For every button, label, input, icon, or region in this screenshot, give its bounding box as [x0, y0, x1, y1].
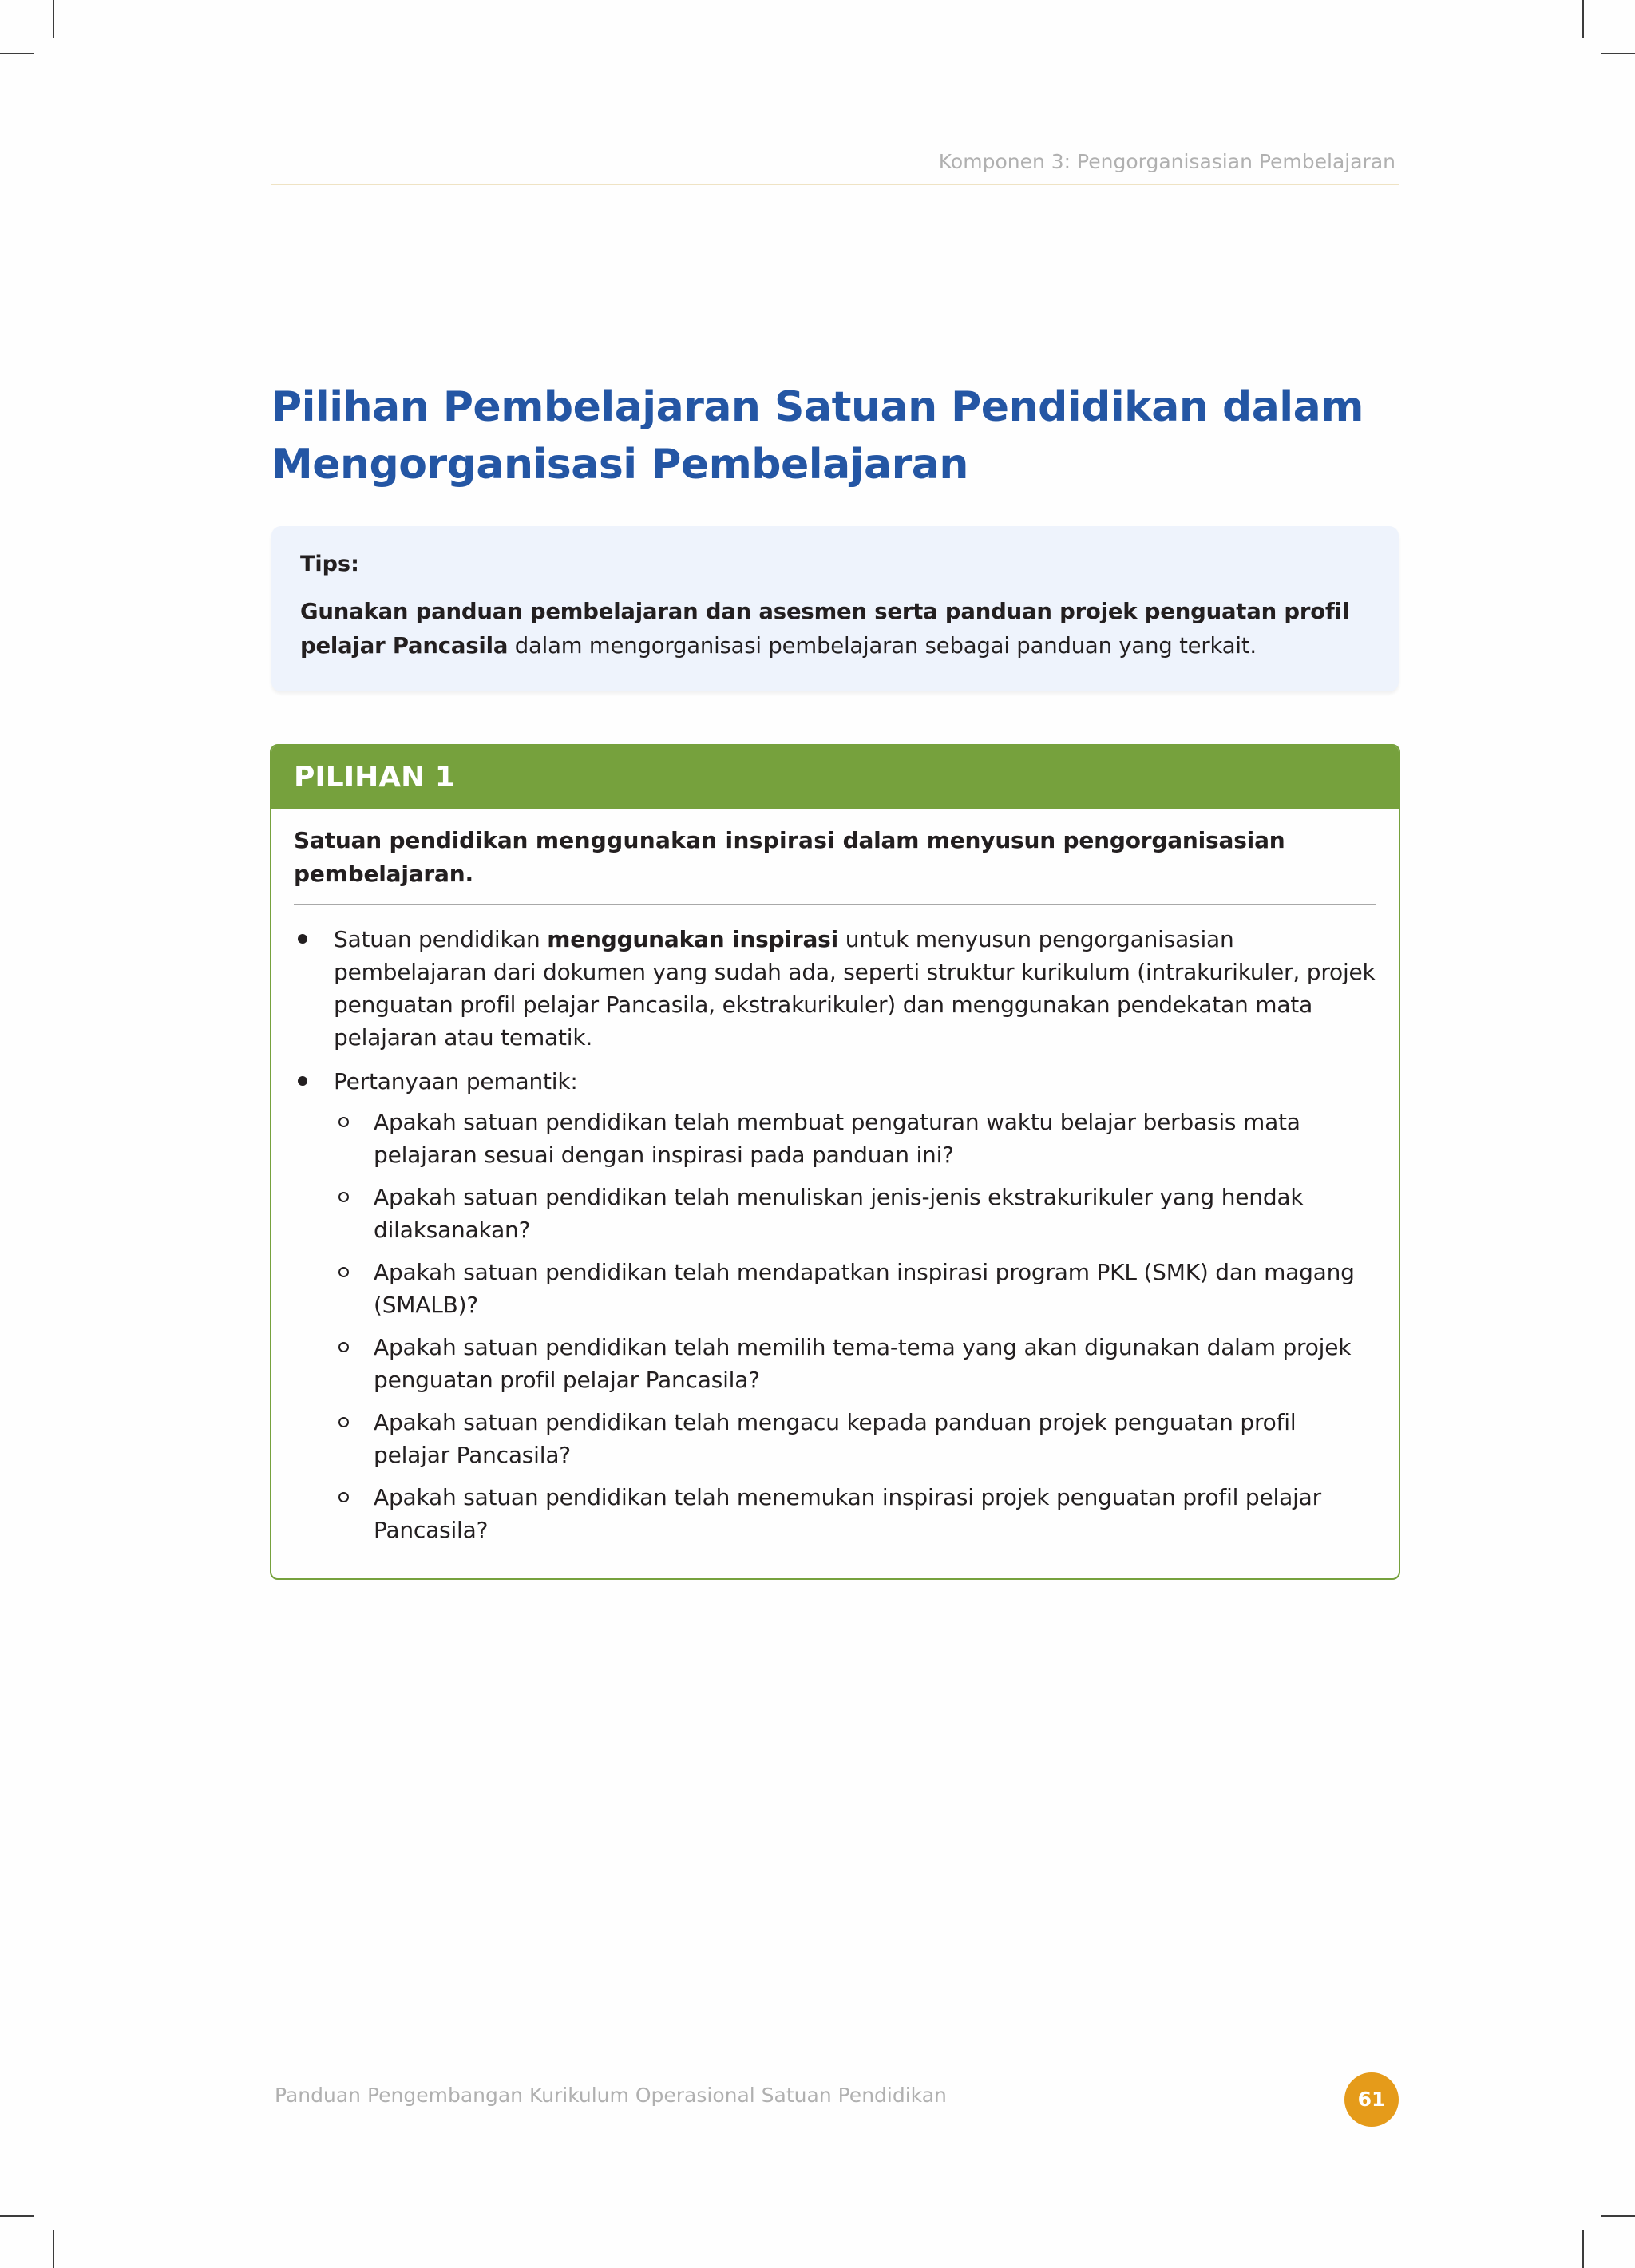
- crop-mark: [1601, 2215, 1635, 2217]
- question-text: Apakah satuan pendidikan telah mengacu kepada panduan projek penguatan profil pelajar Pancasila?: [374, 1409, 1297, 1468]
- list-item: [294, 923, 1376, 1054]
- lead-pre: Satuan pendidikan: [294, 827, 536, 853]
- question-item: [334, 1406, 1376, 1471]
- tips-box: [271, 526, 1399, 691]
- question-item: [334, 1256, 1376, 1321]
- page-number-badge: 61: [1344, 2072, 1399, 2127]
- question-item: [334, 1106, 1376, 1171]
- question-text: Apakah satuan pendidikan telah menuliskan jenis-jenis ekstrakurikuler yang hendak dilaksanakan?: [374, 1184, 1304, 1243]
- question-list: [334, 1106, 1376, 1546]
- bullet2-text: Pertanyaan pemantik:: [334, 1068, 578, 1094]
- page-title-line2: Mengorganisasi Pembelajaran: [271, 441, 968, 489]
- question-item: [334, 1481, 1376, 1546]
- crop-mark: [1582, 2230, 1584, 2268]
- crop-mark: [1582, 0, 1584, 38]
- circle-bullet-icon: [338, 1267, 349, 1277]
- option-1-box: [270, 744, 1400, 1580]
- tips-body-bold: Gunakan panduan pembelajaran dan asesmen serta panduan projek penguatan profil pelajar Pancasila: [300, 599, 1350, 659]
- bullet1-pre: Satuan pendidikan: [334, 926, 548, 952]
- option-1-list: [294, 923, 1376, 1546]
- bullet1-post: untuk menyusun pengorganisasian pembelajaran dari dokumen yang sudah ada, seperti struktur kurikulum (intrakurikuler, projek penguatan profil pelajar Pancasila, ekstrakurikuler) dan menggunakan pendekatan mata pelajaran atau tematik.: [334, 926, 1376, 1051]
- option-1-lead: [294, 824, 1376, 905]
- crop-mark: [53, 2230, 54, 2268]
- tips-label: Tips:: [300, 552, 359, 576]
- bullet-icon: [298, 934, 307, 944]
- question-text: Apakah satuan pendidikan telah membuat pengaturan waktu belajar berbasis mata pelajaran sesuai dengan inspirasi pada panduan ini?: [374, 1109, 1300, 1168]
- question-text: Apakah satuan pendidikan telah mendapatkan inspirasi program PKL (SMK) dan magang (SMALB)?: [374, 1259, 1355, 1318]
- circle-bullet-icon: [338, 1492, 349, 1502]
- crop-mark: [0, 2215, 34, 2217]
- tips-body-rest: dalam mengorganisasi pembelajaran sebagai panduan yang terkait.: [508, 633, 1257, 659]
- circle-bullet-icon: [338, 1342, 349, 1352]
- question-text: Apakah satuan pendidikan telah menemukan inspirasi projek penguatan profil pelajar Pancasila?: [374, 1484, 1321, 1543]
- list-item: [294, 1065, 1376, 1546]
- tips-body: [300, 595, 1370, 663]
- lead-post: dalam menyusun pengorganisasian pembelajaran.: [294, 827, 1285, 887]
- circle-bullet-icon: [338, 1417, 349, 1427]
- footer-text: Panduan Pengembangan Kurikulum Operasional Satuan Pendidikan: [275, 2084, 947, 2107]
- question-text: Apakah satuan pendidikan telah memilih tema-tema yang akan digunakan dalam projek penguatan profil pelajar Pancasila?: [374, 1334, 1352, 1393]
- crop-mark: [0, 53, 34, 54]
- circle-bullet-icon: [338, 1117, 349, 1127]
- question-item: [334, 1331, 1376, 1396]
- page-title-line1: Pilihan Pembelajaran Satuan Pendidikan dalam: [271, 383, 1364, 431]
- question-item: [334, 1181, 1376, 1246]
- header-rule: [271, 184, 1399, 185]
- circle-bullet-icon: [338, 1192, 349, 1202]
- crop-mark: [53, 0, 54, 38]
- option-1-header: PILIHAN 1: [271, 746, 1399, 809]
- bullet-icon: [298, 1076, 307, 1086]
- bullet1-bold: menggunakan inspirasi: [547, 926, 838, 952]
- page-title: [271, 378, 1405, 493]
- crop-mark: [1601, 53, 1635, 54]
- running-head: Komponen 3: Pengorganisasian Pembelajaran: [938, 150, 1395, 173]
- lead-strong: menggunakan inspirasi: [535, 827, 836, 853]
